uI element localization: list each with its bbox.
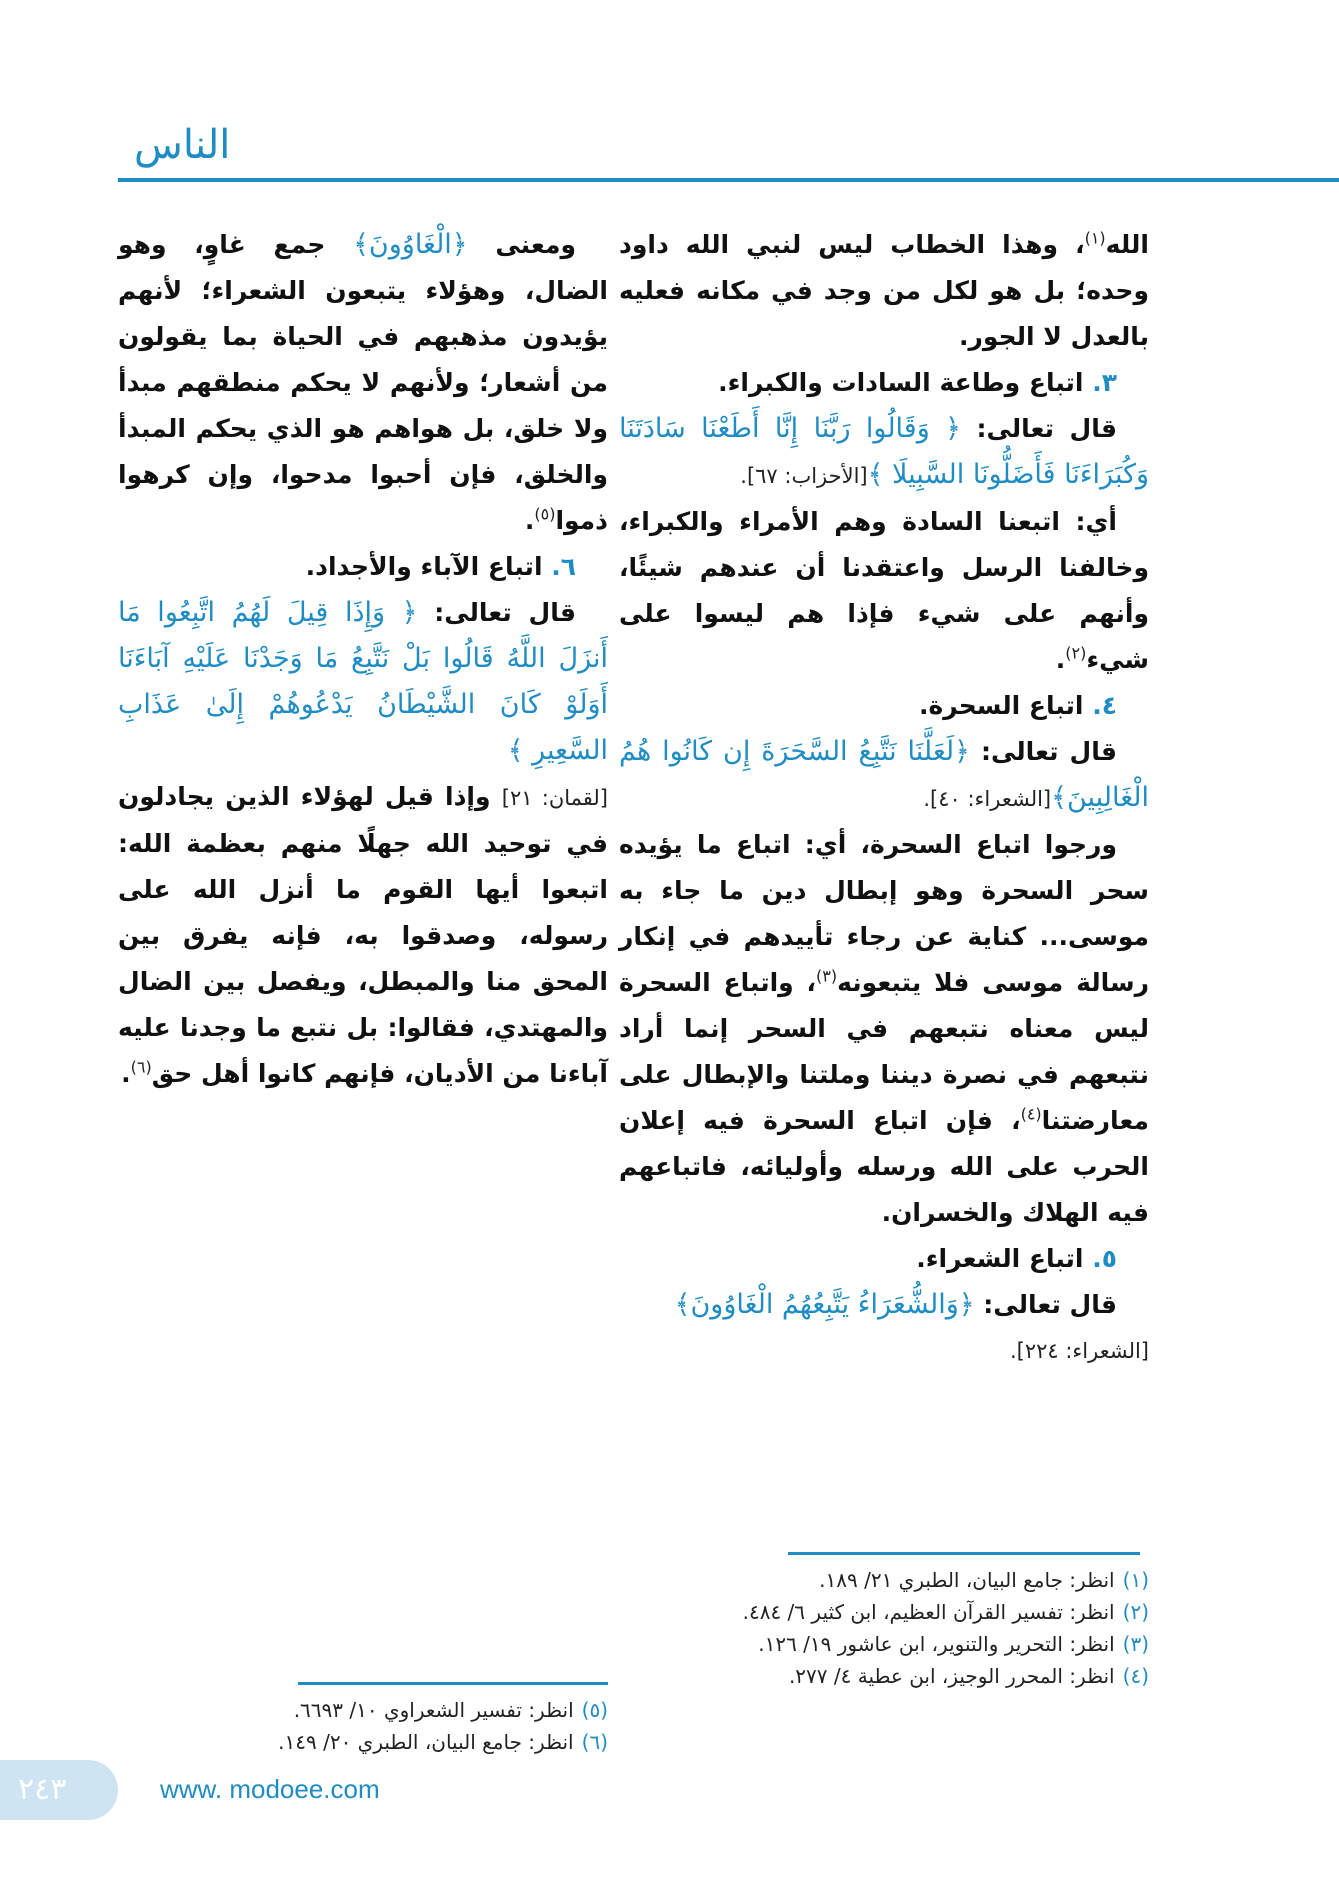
footnote-4: (٤)انظر: المحرر الوجيز، ابن عطية ٤/ ٢٧٧. bbox=[788, 1664, 1149, 1688]
header-rule bbox=[118, 178, 1339, 182]
footnote-2: (٢)انظر: تفسير القرآن العظيم، ابن كثير ٦/ ٤٨٤. bbox=[742, 1600, 1149, 1624]
left-column bbox=[118, 222, 608, 1097]
heading-6: ٦. اتباع الآباء والأجداد. bbox=[305, 552, 576, 581]
heading-4: ٤. اتباع السحرة. bbox=[918, 691, 1117, 720]
verse-6: ﴿ وَإِذَا قِيلَ لَهُمُ اتَّبِعُوا مَا أَنزَلَ اللَّهُ قَالُوا بَلْ نَتَّبِعُ مَا وَجَدْنَا عَلَيْهِ آبَاءَنَا أَوَلَوْ كَانَ الشَّيْطَانُ يَدْعُوهُمْ إِلَىٰ عَذَابِ السَّعِيرِ ﴾ bbox=[118, 597, 608, 766]
footnote-ref-5[interactable]: (٥) bbox=[534, 504, 556, 524]
page-number: ٢٤٣ bbox=[18, 1772, 67, 1807]
verse-3: ﴿ وَقَالُوا رَبَّنَا إِنَّا أَطَعْنَا سَادَتَنَا وَكُبَرَاءَنَا فَأَضَلُّونَا السَّبِيلَا ﴾ bbox=[619, 413, 1149, 490]
footnote-rule-right bbox=[788, 1552, 1140, 1555]
quote-4: قال تعالى: ﴿لَعَلَّنَا نَتَّبِعُ السَّحَرَةَ إِن كَانُوا هُمُ الْغَالِبِينَ﴾[الشعراء: ٤٠]. bbox=[619, 736, 1149, 813]
citation-5: [الشعراء: ٢٢٤]. bbox=[1009, 1339, 1149, 1363]
footnote-ref-2[interactable]: (٢) bbox=[1065, 643, 1087, 663]
verse-5: ﴿وَالشُّعَرَاءُ يَتَّبِعُهُمُ الْغَاوُونَ﴾ bbox=[674, 1289, 975, 1320]
footnote-ref-1[interactable]: (١) bbox=[1084, 228, 1106, 248]
citation-3: [الأحزاب: ٦٧]. bbox=[740, 464, 868, 488]
paragraph-4: ورجوا اتباع السحرة، أي: اتباع ما يؤيده سحر السحرة وهو إبطال دين ما جاء به موسى... كناية عن رجاء تأييدهم في إنكار رسالة موسى فلا يتبعونه$^{(٣)}$، واتباع السحرة ليس معناه نتبعهم في السحر إنما أراد نتبعهم في نصرة ديننا وملتنا والإبطال على معارضتنا$^{(٤)}$، فإن اتباع السحرة فيه إعلان الحرب على الله ورسله وأوليائه، فاتباعهم فيه الهلاك والخسران. bbox=[619, 830, 1149, 1227]
verse-4: ﴿لَعَلَّنَا نَتَّبِعُ السَّحَرَةَ إِن كَانُوا هُمُ الْغَالِبِينَ﴾ bbox=[619, 736, 1149, 813]
paragraph-3: أي: اتبعنا السادة وهم الأمراء والكبراء، وخالفنا الرسل واعتقدنا أن عندهم شيئًا، وأنهم على شيء فإذا هم ليسوا على شيء$^{(٢)}$. bbox=[619, 507, 1149, 674]
footnote-ref-4[interactable]: (٤) bbox=[1020, 1104, 1042, 1124]
footnotes-left bbox=[118, 1694, 608, 1758]
heading-3: ٣. اتباع وطاعة السادات والكبراء. bbox=[718, 368, 1117, 397]
footnote-ref-6[interactable]: (٦) bbox=[130, 1057, 152, 1077]
heading-5: ٥. اتباع الشعراء. bbox=[916, 1244, 1117, 1273]
footnote-6: (٦)انظر: جامع البيان، الطبري ٢٠/ ١٤٩. bbox=[278, 1730, 608, 1754]
paragraph-5: ومعنى ﴿الْغَاوُونَ﴾ جمع غاوٍ، وهو الضال، وهؤلاء يتبعون الشعراء؛ لأنهم يؤيدون مذهبهم في الحياة بما يقولون من أشعار؛ ولأنهم لا يحكم منطقهم مبدأ ولا خلق، بل هواهم هو الذي يحكم المبدأ والخلق، فإن أحبوا مدحوا، وإن كرهوا ذموا$^{(٥)}$. bbox=[118, 229, 608, 535]
footnote-3: (٣)انظر: التحرير والتنوير، ابن عاشور ١٩/ ١٢٦. bbox=[758, 1632, 1149, 1656]
footnote-ref-3[interactable]: (٣) bbox=[816, 966, 838, 986]
paragraph-6: [لقمان: ٢١] وإذا قيل لهؤلاء الذين يجادلون في توحيد الله جهلًا منهم بعظمة الله: اتبعوا أيها القوم ما أنزل الله على رسوله، وصدقوا به، فإنه يفرق بين المحق منا والمبطل، ويفصل بين الضال والمهتدي، فقالوا: بل نتبع ما وجدنا عليه آباءنا من الأديان، فإنهم كانوا أهل حق$^{(٦)}$. bbox=[118, 782, 608, 1088]
footnote-5: (٥)انظر: تفسير الشعراوي ١٠/ ٦٦٩٣. bbox=[293, 1698, 608, 1722]
verse-word: ﴿الْغَاوُونَ﴾ bbox=[353, 229, 468, 260]
paragraph-1: الله$^{(١)}$، وهذا الخطاب ليس لنبي الله داود وحده؛ بل هو لكل من وجد في مكانه فعليه بالعدل لا الجور. bbox=[619, 228, 1149, 351]
page-title: الناس bbox=[134, 122, 231, 168]
citation-6: [لقمان: ٢١] bbox=[501, 786, 608, 810]
quote-3: قال تعالى: ﴿ وَقَالُوا رَبَّنَا إِنَّا أَطَعْنَا سَادَتَنَا وَكُبَرَاءَنَا فَأَضَلُّونَا السَّبِيلَا ﴾[الأحزاب: ٦٧]. bbox=[619, 413, 1149, 490]
citation-4: [الشعراء: ٤٠]. bbox=[923, 787, 1052, 811]
footnote-rule-left bbox=[298, 1682, 608, 1685]
quote-6: قال تعالى: ﴿ وَإِذَا قِيلَ لَهُمُ اتَّبِعُوا مَا أَنزَلَ اللَّهُ قَالُوا بَلْ نَتَّبِعُ مَا وَجَدْنَا عَلَيْهِ آبَاءَنَا أَوَلَوْ كَانَ الشَّيْطَانُ يَدْعُوهُمْ إِلَىٰ عَذَابِ السَّعِيرِ ﴾ bbox=[118, 597, 608, 766]
website-link[interactable]: www. modoee.com bbox=[160, 1774, 380, 1804]
footnote-1: (١)انظر: جامع البيان، الطبري ٢١/ ١٨٩. bbox=[819, 1568, 1149, 1592]
quote-5: قال تعالى: ﴿وَالشُّعَرَاءُ يَتَّبِعُهُمُ الْغَاوُونَ﴾ bbox=[674, 1289, 1117, 1320]
right-column bbox=[619, 222, 1149, 1374]
footnotes-right bbox=[689, 1564, 1149, 1692]
